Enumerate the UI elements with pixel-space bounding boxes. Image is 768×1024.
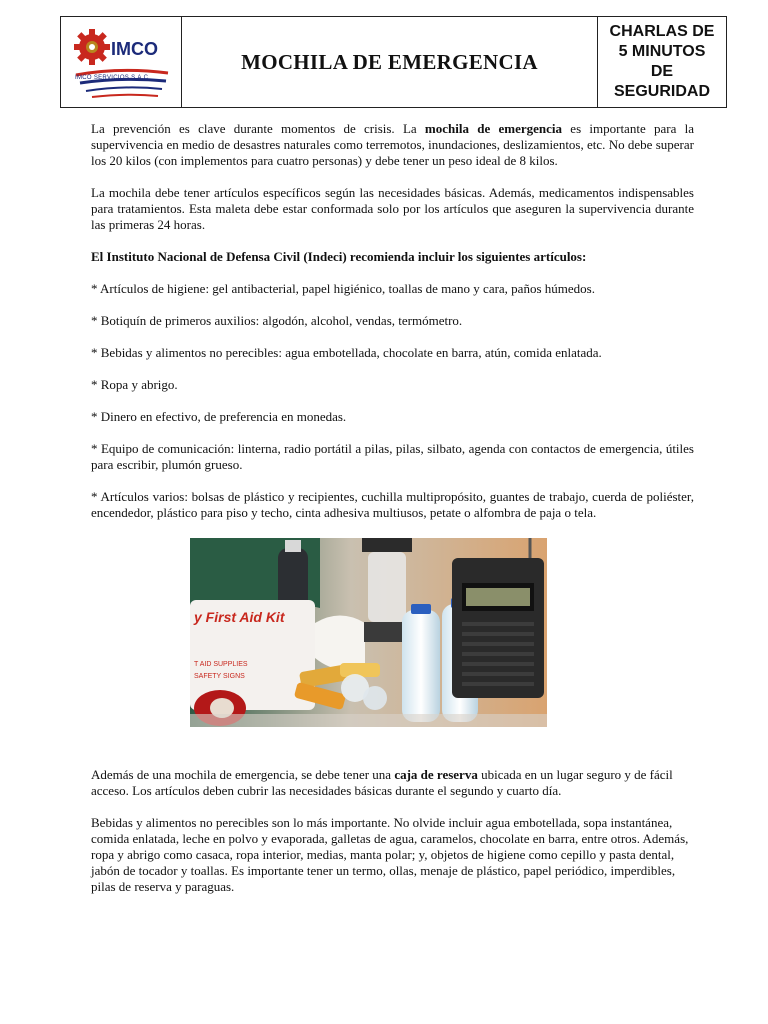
side-cell (598, 17, 726, 107)
intro-p1-text: La prevención es clave durante momentos de crisis. La (91, 121, 425, 136)
document-header (60, 16, 727, 108)
list-item: * Ropa y abrigo. (91, 377, 178, 392)
body-content (91, 121, 694, 537)
logo-text: IMCO (111, 39, 158, 59)
list-item: * Bebidas y alimentos no perecibles: agua embotellada, chocolate en barra, atún, comida enlatada. (91, 345, 602, 360)
list-item: * Artículos varios: bolsas de plástico y recipientes, cuchilla multipropósito, guantes de trabajo, cuerda de poliéster, encendedor, plástico para piso y techo, cinta adhesiva multiusos, petate o alfombra de paja o tela. (91, 489, 694, 520)
intro-p1-text-after: es importante para la supervivencia en medio de desastres naturales como terremotos, inundaciones, deslizamientos, etc. No debe superar los 20 kilos (con implementos para cuatro personas) y debe tener un peso ideal de 8 kilos. (91, 121, 694, 168)
logo-cell (61, 17, 182, 107)
page-title: MOCHILA DE EMERGENCIA (241, 49, 538, 74)
closing-p1-text: Además de una mochila de emergencia, se debe tener una (91, 767, 395, 782)
imco-logo-icon (70, 25, 174, 105)
closing-paragraph-2: Bebidas y alimentos no perecibles son lo más importante. No olvide incluir agua embotellada, sopa instantánea, comida enlatada, leche en polvo y evaporada, galletas de agua, caramelos, chocolate en barra, entre otros. Además, ropa y abrigo como casaca, ropa interior, medias, manta polar; y, objetos de higiene como cepillo y pasta dental, jabón de tocador y toallas. Es importante tener un termo, ollas, menaje de plástico, papel periódico, imperdibles, pilas de reserva y paraguas. (91, 815, 689, 894)
list-item: * Artículos de higiene: gel antibacterial, papel higiénico, toallas de mano y cara, paños húmedos. (91, 281, 595, 296)
list-item: * Equipo de comunicación: linterna, radio portátil a pilas, pilas, silbato, agenda con contactos de emergencia, útiles para escribir, plumón grueso. (91, 441, 694, 472)
intro-paragraph-2: La mochila debe tener artículos específicos según las necesidades básicas. Además, medicamentos indispensables para tratamientos. Esta maleta debe estar conformada solo por los artículos que aseguren la supervivencia durante las primeras 24 horas. (91, 185, 694, 232)
kit-small-text: SAFETY SIGNS (194, 673, 245, 680)
series-label-line: 5 MINUTOS (618, 43, 706, 60)
series-label (610, 22, 715, 102)
closing-paragraph-1 (91, 767, 694, 799)
closing-p1-text-after: ubicada en un lugar seguro y de fácil acceso. Los artículos deben cubrir las necesidades básicas durante el segundo y cuarto día. (91, 767, 673, 798)
series-label-line: SEGURIDAD (613, 83, 710, 100)
closing-p1-bold: caja de reserva (394, 767, 478, 782)
emergency-kit-illustration (190, 538, 547, 727)
series-label-line: DE (650, 63, 674, 80)
recommend-heading-text: El Instituto Nacional de Defensa Civil (Indeci) recomienda incluir los siguientes artículos: (91, 249, 587, 264)
emergency-kit-photo (190, 538, 547, 727)
recommend-heading (91, 249, 694, 265)
list-item: * Dinero en efectivo, de preferencia en monedas. (91, 409, 347, 424)
closing-content (91, 767, 694, 911)
logo-subtext: IMCO SERVICIOS S.A.C (75, 75, 149, 81)
list-item: * Botiquín de primeros auxilios: algodón, alcohol, vendas, termómetro. (91, 313, 463, 328)
series-label-line: CHARLAS DE (609, 23, 715, 40)
kit-label: y First Aid Kit (194, 609, 285, 625)
title-cell (182, 17, 598, 107)
kit-small-text: T AID SUPPLIES (194, 661, 248, 668)
intro-p1-bold: mochila de emergencia (424, 121, 563, 136)
intro-paragraph-1 (91, 121, 694, 169)
